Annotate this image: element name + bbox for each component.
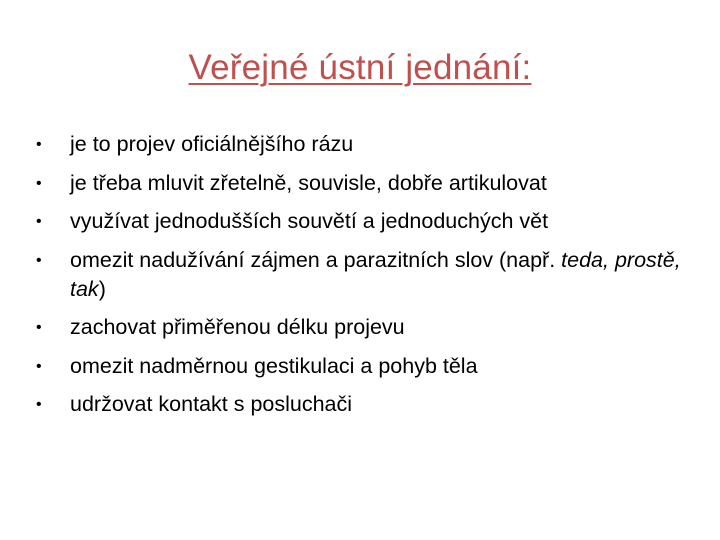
bullet-icon: •	[36, 319, 42, 336]
bullet-item	[36, 246, 696, 304]
bullet-text: je třeba mluvit zřetelně, souvisle, dobře artikulovat	[70, 170, 547, 195]
bullet-text: udržovat kontakt s posluchači	[70, 392, 353, 416]
bullet-icon: •	[36, 396, 42, 413]
bullet-icon: •	[36, 174, 42, 192]
bullet-item	[36, 207, 696, 236]
slide-title: Veřejné ústní jednání:	[188, 48, 532, 87]
bullet-icon: •	[36, 357, 42, 375]
bullet-text-before: omezit nadužívání zájmen a parazitních slov (např.	[70, 247, 562, 272]
bullet-icon: •	[36, 213, 42, 230]
bullet-text: zachovat přiměřenou délku projevu	[70, 315, 405, 339]
bullet-item	[36, 352, 696, 381]
bullet-text-italic: teda, prostě, tak	[70, 247, 681, 301]
bullet-item	[36, 313, 696, 342]
bullet-text: omezit nadměrnou gestikulaci a pohyb těla	[70, 353, 478, 378]
bullet-text: využívat jednodušších souvětí a jednoduchých vět	[70, 209, 549, 233]
bullet-item	[36, 169, 696, 198]
bullet-list	[36, 130, 696, 429]
bullet-text: je to projev oficiálnějšího rázu	[70, 132, 354, 156]
bullet-text-after: )	[98, 276, 106, 301]
bullet-item	[36, 390, 696, 419]
bullet-item	[36, 130, 696, 159]
bullet-icon: •	[36, 251, 42, 269]
bullet-icon: •	[36, 136, 42, 153]
